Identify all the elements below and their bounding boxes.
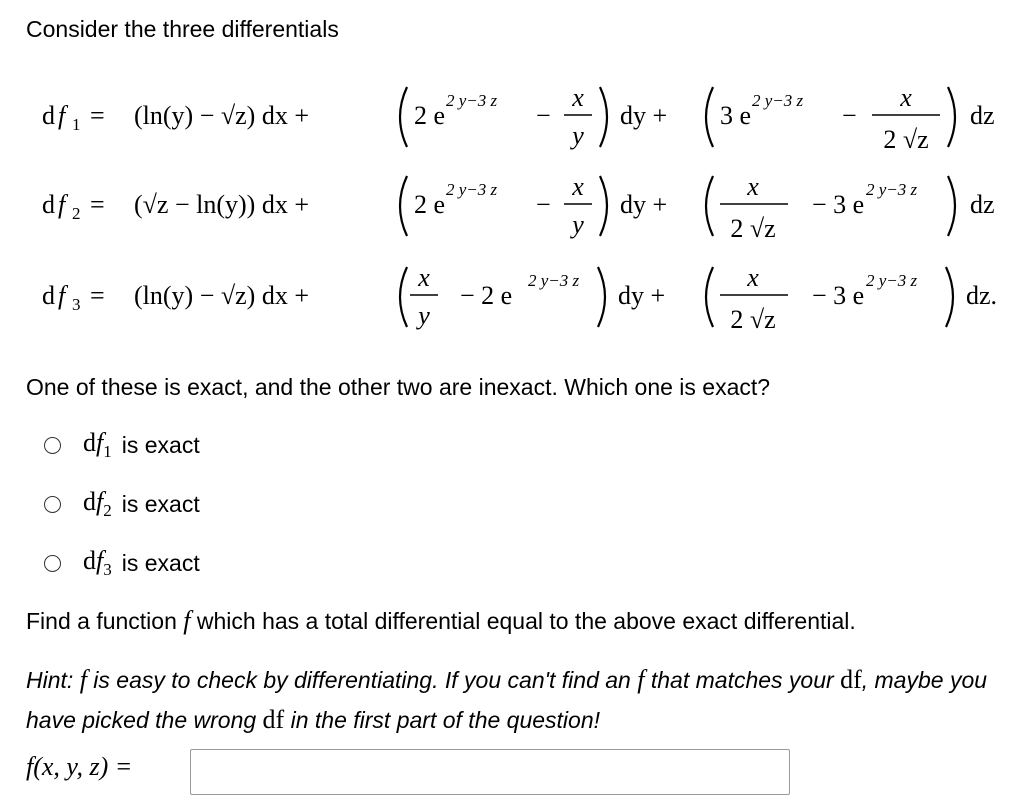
fraction-denominator: y bbox=[418, 301, 430, 330]
fraction-denominator: y bbox=[572, 210, 584, 239]
left-paren bbox=[400, 176, 407, 236]
fraction-denominator: 2 √z bbox=[730, 214, 776, 243]
dz-term: dz bbox=[970, 101, 995, 130]
left-paren bbox=[706, 267, 713, 327]
exponent: 2 y−3 z bbox=[528, 271, 580, 290]
dz-term: dz bbox=[970, 190, 995, 219]
right-paren bbox=[948, 87, 955, 147]
intro-text: Consider the three differentials bbox=[26, 16, 339, 42]
left-paren bbox=[706, 176, 713, 236]
radio-button[interactable] bbox=[44, 437, 61, 454]
subscript: 2 bbox=[72, 204, 81, 223]
option-label: is exact bbox=[121, 490, 200, 517]
answer-label: f(x, y, z) = bbox=[26, 752, 133, 781]
minus-sign: − bbox=[842, 101, 857, 130]
dx-term: (√z − ln(y)) dx + bbox=[134, 190, 309, 219]
right-paren bbox=[948, 176, 955, 236]
fraction-numerator: x bbox=[900, 83, 912, 112]
option-df3[interactable] bbox=[44, 545, 200, 580]
exponent: 2 y−3 z bbox=[752, 91, 804, 110]
coef-exp: 2 e bbox=[414, 190, 446, 219]
fraction-numerator: x bbox=[747, 172, 759, 201]
equation-df3 bbox=[0, 252, 1024, 342]
dx-term: (ln(y) − √z) dx + bbox=[134, 281, 309, 310]
dy-term: dy + bbox=[620, 101, 668, 130]
dx-term: (ln(y) − √z) dx + bbox=[134, 101, 309, 130]
fraction-numerator: x bbox=[418, 263, 430, 292]
equation-df1 bbox=[0, 72, 1024, 162]
find-instruction: Find a function f which has a total differential equal to the above exact differential. bbox=[26, 606, 856, 635]
fraction-numerator: x bbox=[572, 172, 584, 201]
equals-sign: = bbox=[90, 101, 105, 130]
minus-term: − 2 e bbox=[460, 281, 513, 310]
left-paren bbox=[400, 87, 407, 147]
subscript: 3 bbox=[72, 295, 81, 314]
dy-term: dy + bbox=[620, 190, 668, 219]
f-label: f bbox=[58, 101, 66, 130]
exponent: 2 y−3 z bbox=[866, 180, 918, 199]
radio-button[interactable] bbox=[44, 555, 61, 572]
option-math: $df_2$ bbox=[83, 486, 112, 521]
answer-input[interactable] bbox=[190, 749, 790, 795]
minus-sign: − bbox=[536, 190, 551, 219]
fraction-numerator: x bbox=[747, 263, 759, 292]
f-label: f bbox=[58, 281, 66, 310]
option-math: $df_1$ bbox=[83, 427, 112, 462]
minus-sign: − bbox=[536, 101, 551, 130]
coef-exp: 2 e bbox=[414, 101, 446, 130]
right-paren bbox=[600, 176, 607, 236]
exponent: 2 y−3 z bbox=[446, 180, 498, 199]
minus-term: − 3 e bbox=[812, 190, 865, 219]
question-text: One of these is exact, and the other two are inexact. Which one is exact? bbox=[26, 374, 771, 400]
option-df1[interactable] bbox=[44, 427, 200, 462]
right-paren bbox=[946, 267, 953, 327]
d-label: d bbox=[42, 281, 55, 310]
dz-term: dz. bbox=[966, 281, 998, 310]
right-paren bbox=[600, 87, 607, 147]
coef-exp: 3 e bbox=[720, 101, 752, 130]
d-label: d bbox=[42, 101, 55, 130]
exponent: 2 y−3 z bbox=[446, 91, 498, 110]
option-label: is exact bbox=[121, 431, 200, 458]
radio-button[interactable] bbox=[44, 496, 61, 513]
fraction-denominator: 2 √z bbox=[883, 125, 929, 154]
exponent: 2 y−3 z bbox=[866, 271, 918, 290]
minus-term: − 3 e bbox=[812, 281, 865, 310]
fraction-denominator: y bbox=[572, 121, 584, 150]
right-paren bbox=[598, 267, 605, 327]
option-df2[interactable] bbox=[44, 486, 200, 521]
dy-term: dy + bbox=[618, 281, 666, 310]
hint-text: Hint: f is easy to check by differentiating. If you can't find an f that matches your df, maybe you have picked the wrong df in the first part of the question! bbox=[26, 665, 988, 734]
equals-sign: = bbox=[90, 281, 105, 310]
f-label: f bbox=[58, 190, 66, 219]
subscript: 1 bbox=[72, 115, 81, 134]
fraction-denominator: 2 √z bbox=[730, 305, 776, 334]
left-paren bbox=[400, 267, 407, 327]
option-math: $df_3$ bbox=[83, 545, 112, 580]
fraction-numerator: x bbox=[572, 83, 584, 112]
f-symbol: f bbox=[183, 606, 191, 635]
equals-sign: = bbox=[90, 190, 105, 219]
left-paren bbox=[706, 87, 713, 147]
option-label: is exact bbox=[121, 549, 200, 576]
d-label: d bbox=[42, 190, 55, 219]
equation-df2 bbox=[0, 158, 1024, 248]
